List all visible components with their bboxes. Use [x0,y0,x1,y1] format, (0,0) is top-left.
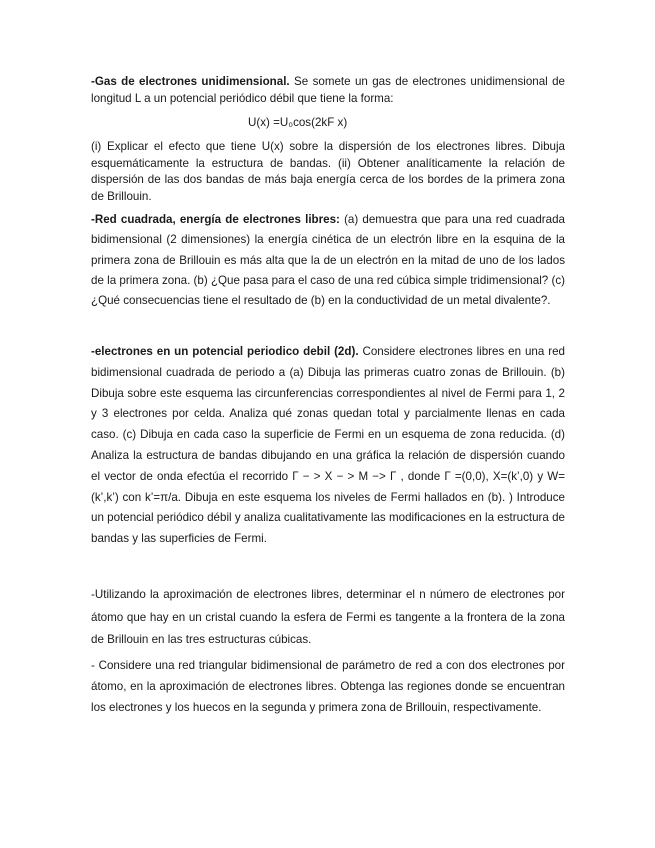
problem-3-text: Considere electrones libres en una red bidimensional cuadrada de periodo a (a) Dibuja las primeras cuatro zonas de Brillouin. (b) Dibuja sobre este esquema las circunferencias correspondientes al nivel de Fermi para 1, 2 y 3 electrones por celda. Analiza qué zonas quedan total y parcialmente llenas en cada caso. (c) Dibuja en cada caso la superficie de Fermi en un esquema de zona reducida. (d) Analiza la estructura de bandas dibujando en una gráfica la relación de dispersión cuando el vector de onda efectúa el recorrido Γ − > X − > M −> Γ , donde Γ =(0,0), X=(k’,0) y W=(k’,k’) con k’=π/a. Dibuja en este esquema los niveles de Fermi hallados en (b). ) Introduce un potencial periódico débil y analiza cualitativamente las modificaciones en la estructura de bandas y las superficies de Fermi. [91,345,565,546]
problem-2 [91,210,565,311]
problem-1-tasks: (i) Explicar el efecto que tiene U(x) sobre la dispersión de los electrones libres. Dibuja esquemáticamente la estructura de bandas. (ii) Obtener analíticamente la relación de dispersión de las dos bandas de más baja energía cerca de los bordes de la primera zona de Brillouin. [91,140,565,204]
problem-1-intro-text: Se somete un gas de electrones unidimensional de longitud L a un potencial periódico débil que tiene la forma: [91,75,565,105]
problem-2-title: -Red cuadrada, energía de electrones libres: [91,213,340,226]
problem-2-text: (a) demuestra que para una red cuadrada bidimensional (2 dimensiones) la energía cinética de un electrón libre en la esquina de la primera zona de Brillouin es más alta que la de un electrón en la mitad de uno de los lados de la primera zona. (b) ¿Que pasa para el caso de una red cúbica simple tridimensional? (c) ¿Qué consecuencias tiene el resultado de (b) en la conductividad de un metal divalente?. [91,213,565,308]
problem-4: -Utilizando la aproximación de electrones libres, determinar el n número de electrones por átomo que hay en un cristal cuando la esfera de Fermi es tangente a la frontera de la zona de Brillouin en las tres estructuras cúbicas. [91,588,565,646]
problem-1-intro [91,74,565,107]
problem-3 [91,342,565,550]
problem-3-title: -electrones en un potencial periodico debil (2d). [91,345,359,358]
problem-1-title: -Gas de electrones unidimensional. [91,75,290,88]
potential-formula: U(x) =U₀cos(2kF x) [248,116,348,129]
problem-5: - Considere una red triangular bidimensional de parámetro de red a con dos electrones por átomo, en la aproximación de electrones libres. Obtenga las regiones donde se encuentran los electrones y los huecos en la segunda y primera zona de Brillouin, respectivamente. [91,659,565,714]
